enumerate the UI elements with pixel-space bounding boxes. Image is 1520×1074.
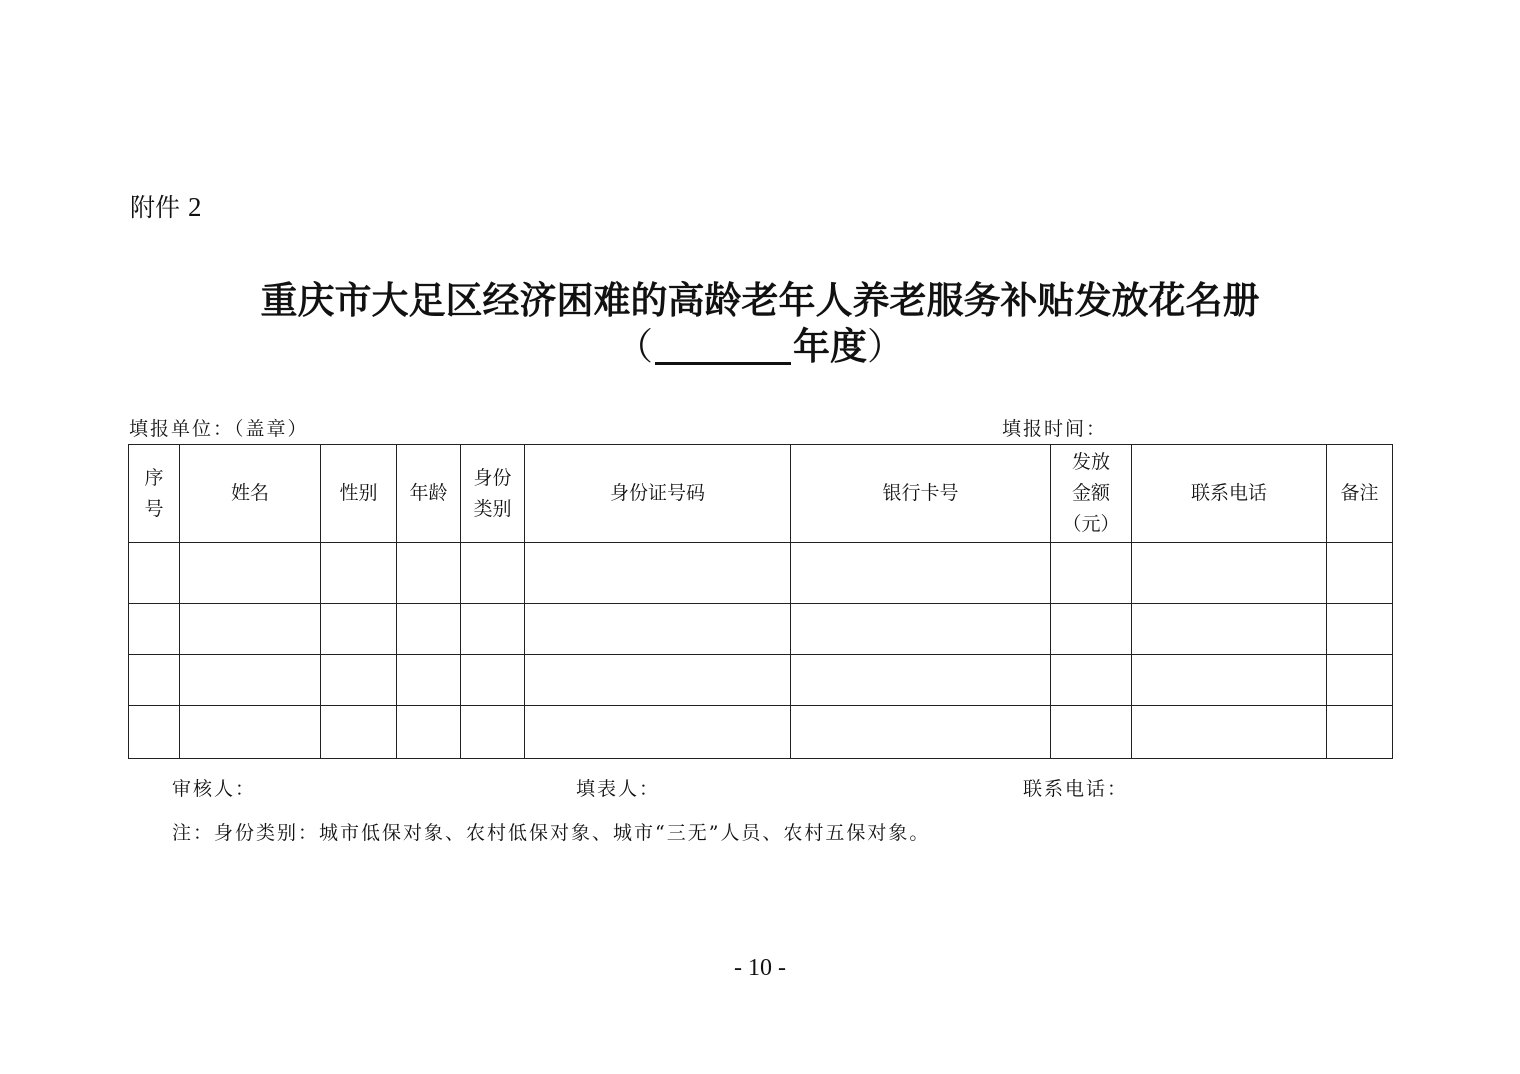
- table-cell[interactable]: [525, 706, 791, 759]
- table-cell[interactable]: [1051, 543, 1132, 604]
- table-cell[interactable]: [1327, 706, 1393, 759]
- reporting-unit-label: 填报单位：（盖章）: [129, 418, 309, 440]
- reviewer-label: 审核人：: [172, 778, 257, 800]
- reporting-time-label: 填报时间：: [1002, 418, 1108, 440]
- table-row: [129, 706, 1393, 759]
- header-remarks: 备注: [1327, 445, 1393, 543]
- subtitle-year-suffix: 年度: [793, 325, 867, 368]
- header-amount: 发放 金额 （元）: [1051, 445, 1132, 543]
- table-cell[interactable]: [180, 543, 321, 604]
- table-cell[interactable]: [321, 655, 397, 706]
- table-cell[interactable]: [1051, 655, 1132, 706]
- roster-table: [128, 444, 1393, 759]
- header-name: 姓名: [180, 445, 321, 543]
- table-cell[interactable]: [321, 604, 397, 655]
- table-cell[interactable]: [397, 604, 461, 655]
- header-age: 年龄: [397, 445, 461, 543]
- page-number: - 10 -: [734, 955, 786, 981]
- table-cell[interactable]: [1132, 706, 1327, 759]
- table-cell[interactable]: [397, 655, 461, 706]
- table-cell[interactable]: [1327, 655, 1393, 706]
- table-cell[interactable]: [1327, 604, 1393, 655]
- header-gender: 性别: [321, 445, 397, 543]
- header-row: [129, 445, 1393, 543]
- table-cell[interactable]: [397, 543, 461, 604]
- table-cell[interactable]: [461, 655, 525, 706]
- table-cell[interactable]: [791, 655, 1051, 706]
- table-cell[interactable]: [461, 604, 525, 655]
- subtitle-close-paren: ）: [867, 325, 904, 368]
- filler-label: 填表人：: [576, 778, 661, 800]
- header-identity-type: 身份 类别: [461, 445, 525, 543]
- table-row: [129, 543, 1393, 604]
- table-cell[interactable]: [129, 543, 180, 604]
- table-cell[interactable]: [321, 543, 397, 604]
- table-cell[interactable]: [1132, 543, 1327, 604]
- table-cell[interactable]: [180, 604, 321, 655]
- attachment-label: [130, 188, 201, 224]
- table-cell[interactable]: [1132, 655, 1327, 706]
- footnote: 注：身份类别：城市低保对象、农村低保对象、城市“三无”人员、农村五保对象。: [172, 822, 931, 844]
- table-cell[interactable]: [180, 655, 321, 706]
- year-blank-line[interactable]: [655, 326, 791, 365]
- table-cell[interactable]: [129, 706, 180, 759]
- table-cell[interactable]: [791, 604, 1051, 655]
- table-row: [129, 655, 1393, 706]
- table-cell[interactable]: [397, 706, 461, 759]
- table-cell[interactable]: [129, 655, 180, 706]
- table-cell[interactable]: [180, 706, 321, 759]
- table-cell[interactable]: [1132, 604, 1327, 655]
- table-cell[interactable]: [791, 543, 1051, 604]
- table-cell[interactable]: [129, 604, 180, 655]
- table-row: [129, 604, 1393, 655]
- attachment-number: 2: [187, 192, 202, 222]
- table-cell[interactable]: [525, 604, 791, 655]
- table-cell[interactable]: [525, 655, 791, 706]
- header-id-number: 身份证号码: [525, 445, 791, 543]
- header-bank-card: 银行卡号: [791, 445, 1051, 543]
- table-cell[interactable]: [525, 543, 791, 604]
- table-cell[interactable]: [461, 543, 525, 604]
- subtitle-open-paren: （: [616, 325, 653, 368]
- header-seq: 序 号: [129, 445, 180, 543]
- header-phone: 联系电话: [1132, 445, 1327, 543]
- document-subtitle: [0, 316, 1520, 370]
- table-cell[interactable]: [791, 706, 1051, 759]
- table-cell[interactable]: [1327, 543, 1393, 604]
- table-cell[interactable]: [321, 706, 397, 759]
- document-title: 重庆市大足区经济困难的高龄老年人养老服务补贴发放花名册: [260, 279, 1260, 322]
- table-cell[interactable]: [461, 706, 525, 759]
- table-cell[interactable]: [1051, 604, 1132, 655]
- contact-phone-label: 联系电话：: [1023, 778, 1129, 800]
- table-cell[interactable]: [1051, 706, 1132, 759]
- attachment-text: 附件: [130, 193, 181, 222]
